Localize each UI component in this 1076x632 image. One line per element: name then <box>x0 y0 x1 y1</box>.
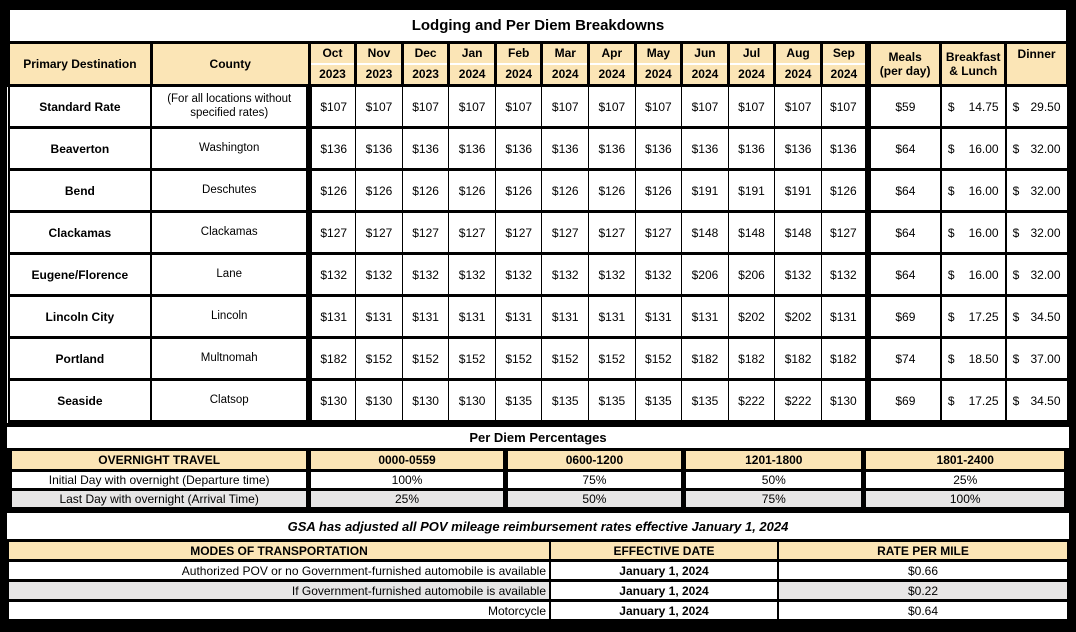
monthly-rate-cell: $132 <box>449 254 496 296</box>
amount: 32.00 <box>1030 141 1061 156</box>
breakfast-lunch-cell <box>941 338 1006 380</box>
monthly-rate-cell: $182 <box>728 338 775 380</box>
per-diem-percentages-title: Per Diem Percentages <box>7 427 1069 448</box>
monthly-rate-cell: $131 <box>402 296 449 338</box>
breakfast-header-line2: & Lunch <box>949 64 998 78</box>
dinner-cell-wrap <box>1013 184 1061 198</box>
monthly-rate-cell: $126 <box>495 170 542 212</box>
monthly-rate-cell: $107 <box>402 86 449 128</box>
amount: 16.00 <box>968 225 999 240</box>
breakfast-lunch-cell <box>941 128 1006 170</box>
monthly-rate-cell: $132 <box>775 254 822 296</box>
monthly-rate-cell: $127 <box>589 212 636 254</box>
year-header-cell: 2024 <box>728 64 775 86</box>
monthly-rate-cell: $136 <box>309 128 356 170</box>
destination-cell: Portland <box>9 338 152 380</box>
monthly-rate-cell: $136 <box>821 128 868 170</box>
amount: 34.50 <box>1030 309 1061 324</box>
year-header-cell: 2023 <box>309 64 356 86</box>
destination-cell: Lincoln City <box>9 296 152 338</box>
amount: 17.25 <box>968 393 999 408</box>
percent-value-cell: 75% <box>508 472 681 488</box>
breakfast-lunch-cell-wrap <box>948 226 999 240</box>
lodging-row <box>9 338 1068 380</box>
breakfast-lunch-cell-wrap <box>948 184 999 198</box>
monthly-rate-cell: $202 <box>775 296 822 338</box>
monthly-rate-cell: $127 <box>449 212 496 254</box>
destination-cell: Bend <box>9 170 152 212</box>
monthly-rate-cell: $107 <box>356 86 403 128</box>
monthly-rate-cell: $131 <box>542 296 589 338</box>
percent-row <box>12 491 1064 507</box>
monthly-rate-cell: $131 <box>495 296 542 338</box>
meals-rate-cell: $64 <box>868 212 941 254</box>
monthly-rate-cell: $126 <box>635 170 682 212</box>
monthly-rate-cell: $152 <box>402 338 449 380</box>
county-cell: Clackamas <box>151 212 309 254</box>
monthly-rate-cell: $132 <box>309 254 356 296</box>
currency-symbol: $ <box>947 141 955 156</box>
monthly-rate-cell: $222 <box>775 380 822 422</box>
monthly-rate-cell: $132 <box>402 254 449 296</box>
modes-header-cell: RATE PER MILE <box>779 542 1067 559</box>
rate-per-mile-cell: $0.66 <box>779 562 1067 579</box>
monthly-rate-cell: $136 <box>775 128 822 170</box>
currency-symbol: $ <box>1012 183 1020 198</box>
percent-header-row <box>12 451 1064 469</box>
breakfast-lunch-cell <box>941 296 1006 338</box>
month-header-cell: Mar <box>542 43 589 64</box>
year-header-cell: 2024 <box>449 64 496 86</box>
monthly-rate-cell: $107 <box>775 86 822 128</box>
monthly-rate-cell: $182 <box>821 338 868 380</box>
month-header-cell: Jul <box>728 43 775 64</box>
monthly-rate-cell: $136 <box>728 128 775 170</box>
lodging-row <box>9 170 1068 212</box>
currency-symbol: $ <box>1012 309 1020 324</box>
mode-cell: If Government-furnished automobile is available <box>9 582 549 599</box>
dinner-cell-wrap <box>1013 226 1061 240</box>
percent-value-cell: 100% <box>866 491 1064 507</box>
breakfast-lunch-cell-wrap <box>948 310 999 324</box>
month-header-cell: Nov <box>356 43 403 64</box>
monthly-rate-cell: $191 <box>775 170 822 212</box>
meals-header-line1: Meals <box>888 50 922 64</box>
currency-symbol: $ <box>1012 141 1020 156</box>
monthly-rate-cell: $182 <box>309 338 356 380</box>
destination-cell: Clackamas <box>9 212 152 254</box>
monthly-rate-cell: $107 <box>821 86 868 128</box>
meals-rate-cell: $64 <box>868 254 941 296</box>
destination-cell: Standard Rate <box>9 86 152 128</box>
dinner-cell-wrap <box>1013 142 1061 156</box>
month-header-cell: Sep <box>821 43 868 64</box>
lodging-per-diem-table <box>7 7 1069 423</box>
amount: 29.50 <box>1030 99 1061 114</box>
effective-date-cell: January 1, 2024 <box>551 602 777 619</box>
amount: 32.00 <box>1030 267 1061 282</box>
monthly-rate-cell: $136 <box>542 128 589 170</box>
amount: 32.00 <box>1030 225 1061 240</box>
lodging-row <box>9 254 1068 296</box>
lodging-row <box>9 212 1068 254</box>
monthly-rate-cell: $107 <box>309 86 356 128</box>
monthly-rate-cell: $132 <box>356 254 403 296</box>
amount: 14.75 <box>968 99 999 114</box>
monthly-rate-cell: $182 <box>682 338 729 380</box>
monthly-rate-cell: $148 <box>728 212 775 254</box>
monthly-rate-cell: $130 <box>449 380 496 422</box>
monthly-rate-cell: $126 <box>589 170 636 212</box>
dinner-cell-wrap <box>1013 394 1061 408</box>
destination-cell: Eugene/Florence <box>9 254 152 296</box>
percent-row-label: Last Day with overnight (Arrival Time) <box>12 491 306 507</box>
currency-symbol: $ <box>1012 99 1020 114</box>
effective-date-cell: January 1, 2024 <box>551 582 777 599</box>
year-header-cell: 2024 <box>589 64 636 86</box>
year-header-cell: 2023 <box>356 64 403 86</box>
currency-symbol: $ <box>947 99 955 114</box>
breakfast-lunch-cell-wrap <box>948 142 999 156</box>
monthly-rate-cell: $191 <box>682 170 729 212</box>
year-header-cell: 2024 <box>682 64 729 86</box>
county-cell: Clatsop <box>151 380 309 422</box>
destination-cell: Beaverton <box>9 128 152 170</box>
monthly-rate-cell: $136 <box>589 128 636 170</box>
meals-rate-cell: $69 <box>868 380 941 422</box>
dinner-cell-wrap <box>1013 268 1061 282</box>
monthly-rate-cell: $206 <box>728 254 775 296</box>
year-header-cell: 2024 <box>635 64 682 86</box>
monthly-rate-cell: $136 <box>402 128 449 170</box>
monthly-rate-cell: $126 <box>309 170 356 212</box>
currency-symbol: $ <box>947 225 955 240</box>
percent-value-cell: 25% <box>311 491 502 507</box>
dinner-cell-wrap <box>1013 310 1061 324</box>
monthly-rate-cell: $135 <box>635 380 682 422</box>
percent-value-cell: 100% <box>311 472 502 488</box>
monthly-rate-cell: $107 <box>449 86 496 128</box>
county-cell: Lane <box>151 254 309 296</box>
destination-cell: Seaside <box>9 380 152 422</box>
monthly-rate-cell: $127 <box>821 212 868 254</box>
percent-header-cell: OVERNIGHT TRAVEL <box>12 451 306 469</box>
column-header-breakfast-lunch <box>941 43 1006 86</box>
dinner-cell <box>1006 86 1068 128</box>
month-header-row <box>9 43 1068 64</box>
monthly-rate-cell: $132 <box>542 254 589 296</box>
county-cell: Deschutes <box>151 170 309 212</box>
dinner-cell <box>1006 380 1068 422</box>
dinner-cell <box>1006 212 1068 254</box>
mode-cell: Motorcycle <box>9 602 549 619</box>
monthly-rate-cell: $132 <box>589 254 636 296</box>
monthly-rate-cell: $135 <box>495 380 542 422</box>
month-header-cell: Jun <box>682 43 729 64</box>
percent-value-cell: 50% <box>508 491 681 507</box>
monthly-rate-cell: $107 <box>495 86 542 128</box>
month-header-cell: Aug <box>775 43 822 64</box>
currency-symbol: $ <box>1012 393 1020 408</box>
monthly-rate-cell: $126 <box>542 170 589 212</box>
monthly-rate-cell: $152 <box>495 338 542 380</box>
monthly-rate-cell: $148 <box>682 212 729 254</box>
monthly-rate-cell: $132 <box>495 254 542 296</box>
breakfast-lunch-cell-wrap <box>948 100 999 114</box>
monthly-rate-cell: $107 <box>589 86 636 128</box>
monthly-rate-cell: $182 <box>775 338 822 380</box>
month-header-cell: Oct <box>309 43 356 64</box>
monthly-rate-cell: $136 <box>356 128 403 170</box>
year-header-cell: 2024 <box>542 64 589 86</box>
breakfast-lunch-cell <box>941 170 1006 212</box>
modes-row <box>9 602 1067 619</box>
monthly-rate-cell: $136 <box>449 128 496 170</box>
column-header-dinner: Dinner <box>1006 43 1068 86</box>
monthly-rate-cell: $152 <box>589 338 636 380</box>
mode-cell: Authorized POV or no Government-furnished automobile is available <box>9 562 549 579</box>
monthly-rate-cell: $130 <box>402 380 449 422</box>
monthly-rate-cell: $127 <box>495 212 542 254</box>
column-header-primary-destination: Primary Destination <box>9 43 152 86</box>
monthly-rate-cell: $127 <box>542 212 589 254</box>
percent-value-cell: 50% <box>686 472 861 488</box>
currency-symbol: $ <box>1012 267 1020 282</box>
currency-symbol: $ <box>1012 351 1020 366</box>
year-header-cell: 2024 <box>775 64 822 86</box>
amount: 16.00 <box>968 183 999 198</box>
lodging-row <box>9 86 1068 128</box>
per-diem-percentages-table <box>7 448 1069 510</box>
dinner-cell <box>1006 338 1068 380</box>
meals-header-line2: (per day) <box>879 64 931 78</box>
monthly-rate-cell: $152 <box>542 338 589 380</box>
percent-row <box>12 472 1064 488</box>
monthly-rate-cell: $222 <box>728 380 775 422</box>
gsa-note: GSA has adjusted all POV mileage reimbursement rates effective January 1, 2024 <box>7 513 1069 539</box>
monthly-rate-cell: $131 <box>449 296 496 338</box>
modes-row <box>9 582 1067 599</box>
amount: 17.25 <box>968 309 999 324</box>
modes-row <box>9 562 1067 579</box>
amount: 16.00 <box>968 141 999 156</box>
monthly-rate-cell: $152 <box>449 338 496 380</box>
meals-rate-cell: $74 <box>868 338 941 380</box>
meals-rate-cell: $64 <box>868 170 941 212</box>
year-header-cell: 2023 <box>402 64 449 86</box>
dinner-cell <box>1006 254 1068 296</box>
column-header-meals <box>868 43 941 86</box>
meals-rate-cell: $69 <box>868 296 941 338</box>
monthly-rate-cell: $136 <box>635 128 682 170</box>
currency-symbol: $ <box>947 351 955 366</box>
percent-header-cell: 0600-1200 <box>508 451 681 469</box>
monthly-rate-cell: $136 <box>682 128 729 170</box>
column-header-county: County <box>151 43 309 86</box>
monthly-rate-cell: $132 <box>821 254 868 296</box>
table-title-row <box>9 9 1068 43</box>
monthly-rate-cell: $131 <box>682 296 729 338</box>
county-cell: Multnomah <box>151 338 309 380</box>
monthly-rate-cell: $130 <box>356 380 403 422</box>
transportation-table <box>7 539 1069 622</box>
county-cell: Washington <box>151 128 309 170</box>
modes-header-cell: MODES OF TRANSPORTATION <box>9 542 549 559</box>
breakfast-lunch-cell-wrap <box>948 352 999 366</box>
county-cell: Lincoln <box>151 296 309 338</box>
month-header-cell: May <box>635 43 682 64</box>
percent-value-cell: 25% <box>866 472 1064 488</box>
monthly-rate-cell: $135 <box>542 380 589 422</box>
monthly-rate-cell: $127 <box>356 212 403 254</box>
breakfast-lunch-cell-wrap <box>948 268 999 282</box>
lodging-row <box>9 296 1068 338</box>
currency-symbol: $ <box>947 183 955 198</box>
amount: 18.50 <box>968 351 999 366</box>
dinner-cell <box>1006 170 1068 212</box>
county-cell: (For all locations without specified rates) <box>151 86 309 128</box>
rate-per-mile-cell: $0.22 <box>779 582 1067 599</box>
monthly-rate-cell: $107 <box>728 86 775 128</box>
amount: 37.00 <box>1030 351 1061 366</box>
currency-symbol: $ <box>1012 225 1020 240</box>
monthly-rate-cell: $132 <box>635 254 682 296</box>
month-header-cell: Jan <box>449 43 496 64</box>
month-header-cell: Apr <box>589 43 636 64</box>
breakfast-lunch-cell <box>941 212 1006 254</box>
monthly-rate-cell: $136 <box>495 128 542 170</box>
monthly-rate-cell: $191 <box>728 170 775 212</box>
monthly-rate-cell: $135 <box>589 380 636 422</box>
monthly-rate-cell: $152 <box>635 338 682 380</box>
breakfast-lunch-cell <box>941 254 1006 296</box>
monthly-rate-cell: $148 <box>775 212 822 254</box>
dinner-cell-wrap <box>1013 100 1061 114</box>
monthly-rate-cell: $107 <box>542 86 589 128</box>
percent-header-cell: 1801-2400 <box>866 451 1064 469</box>
modes-header-cell: EFFECTIVE DATE <box>551 542 777 559</box>
percent-header-cell: 0000-0559 <box>311 451 502 469</box>
currency-symbol: $ <box>947 393 955 408</box>
dinner-cell <box>1006 296 1068 338</box>
dinner-cell <box>1006 128 1068 170</box>
monthly-rate-cell: $131 <box>356 296 403 338</box>
percent-value-cell: 75% <box>686 491 861 507</box>
monthly-rate-cell: $131 <box>635 296 682 338</box>
amount: 16.00 <box>968 267 999 282</box>
monthly-rate-cell: $107 <box>682 86 729 128</box>
modes-header-row <box>9 542 1067 559</box>
lodging-row <box>9 128 1068 170</box>
monthly-rate-cell: $127 <box>402 212 449 254</box>
monthly-rate-cell: $126 <box>821 170 868 212</box>
breakfast-lunch-cell-wrap <box>948 394 999 408</box>
page-title: Lodging and Per Diem Breakdowns <box>9 9 1068 43</box>
meals-rate-cell: $59 <box>868 86 941 128</box>
breakfast-header-line1: Breakfast <box>945 50 1001 64</box>
month-header-cell: Dec <box>402 43 449 64</box>
monthly-rate-cell: $107 <box>635 86 682 128</box>
rate-per-mile-cell: $0.64 <box>779 602 1067 619</box>
meals-rate-cell: $64 <box>868 128 941 170</box>
monthly-rate-cell: $126 <box>356 170 403 212</box>
monthly-rate-cell: $127 <box>635 212 682 254</box>
breakfast-lunch-cell <box>941 86 1006 128</box>
lodging-row <box>9 380 1068 422</box>
monthly-rate-cell: $127 <box>309 212 356 254</box>
amount: 34.50 <box>1030 393 1061 408</box>
monthly-rate-cell: $202 <box>728 296 775 338</box>
monthly-rate-cell: $135 <box>682 380 729 422</box>
breakfast-lunch-cell <box>941 380 1006 422</box>
currency-symbol: $ <box>947 267 955 282</box>
year-header-cell: 2024 <box>821 64 868 86</box>
dinner-cell-wrap <box>1013 352 1061 366</box>
monthly-rate-cell: $130 <box>821 380 868 422</box>
monthly-rate-cell: $131 <box>589 296 636 338</box>
monthly-rate-cell: $131 <box>309 296 356 338</box>
currency-symbol: $ <box>947 309 955 324</box>
monthly-rate-cell: $126 <box>402 170 449 212</box>
monthly-rate-cell: $130 <box>309 380 356 422</box>
monthly-rate-cell: $206 <box>682 254 729 296</box>
monthly-rate-cell: $152 <box>356 338 403 380</box>
effective-date-cell: January 1, 2024 <box>551 562 777 579</box>
amount: 32.00 <box>1030 183 1061 198</box>
month-header-cell: Feb <box>495 43 542 64</box>
percent-row-label: Initial Day with overnight (Departure time) <box>12 472 306 488</box>
monthly-rate-cell: $126 <box>449 170 496 212</box>
monthly-rate-cell: $131 <box>821 296 868 338</box>
percent-header-cell: 1201-1800 <box>686 451 861 469</box>
year-header-cell: 2024 <box>495 64 542 86</box>
